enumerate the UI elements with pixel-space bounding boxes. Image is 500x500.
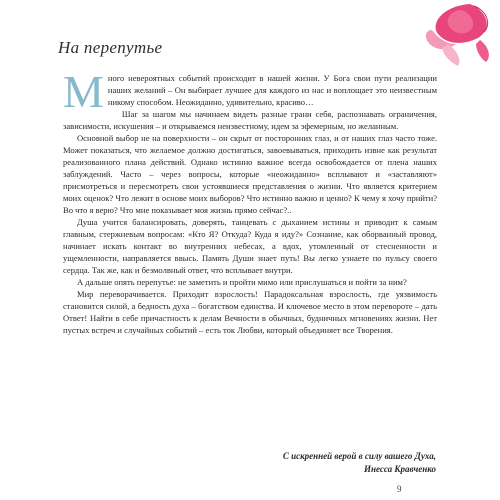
page-number: 9: [397, 484, 402, 494]
paragraph-1-text: ного невероятных событий происходит в нашей жизни. У Бога свои пути реализации наших желаний – Он выбирает лучшее для каждого из нас и воплощает это неизвестным никому способом. Неожиданно, удивительно, красиво…: [107, 73, 437, 107]
author-signature: [136, 450, 436, 476]
drop-cap: М: [63, 66, 104, 117]
paragraph-1: [63, 66, 437, 117]
paragraph-6: Мир переворачивается. Приходит взрослость! Парадоксальная взрослость, где уязвимость становится силой, а бедность духа – богатством единства. И ключевое место в этом перевороте – дать Ответ! Найти в себе причастность к делам Вечности в обычных, будничных мгновениях жизни. Нет пустых встреч и случайных событий – есть ток Любви, который объединяет все Творения.: [63, 289, 437, 335]
page-heading: На перепутье: [58, 38, 163, 57]
author-name: Инесса Кравченко: [364, 464, 436, 474]
paragraph-5: А дальше опять перепутье: не заметить и пройти мимо или прислушаться и пойти за ним?: [77, 277, 407, 287]
signature-line: С искренней верой в силу вашего Духа,: [282, 451, 436, 461]
paragraph-2: Шаг за шагом мы начинаем видеть разные грани себя, распознавать ограничения, зависимости, искушения – и открываемся неизвестному, идем за эфемерным, но желанным.: [63, 109, 437, 131]
paragraph-4: Душа учится балансировать, доверять, танцевать с дыханием истины и приводит к самым главным, стержневым вопросам: «Кто Я? Откуда? Куда я иду?» Сознание, как оборванный провод, начинает искать контакт во внутренних небесах, а вдох, утомленный от стесненности и ущемленности, направляется ввысь. Память Души знает путь! Вы легко узнаете по пульсу своего сердца. Так же, как и безмолвный ответ, что всплывает внутри.: [63, 217, 437, 275]
article-body: [63, 66, 437, 336]
paragraph-3: Основной выбор не на поверхности – он скрыт от посторонних глаз, и от наших глаз часто тоже. Может показаться, что желаемое должно достигаться, завоевываться, приходить извне как результат реализованного плана действий. Однако истинно важное всегда освобождается от плена наших заблуждений. Часто – через вопросы, которые «неожиданно» всплывают и «заставляют» присмотреться и пересмотреть свои устоявшиеся представления о жизни. Что является критерием моих оценок? Что лежит в основе моих выборов? Что истинно важно и ценно? К чему я хочу прийти? Во что я верю? Что мне показывает моя жизнь прямо сейчас?..: [63, 133, 437, 215]
